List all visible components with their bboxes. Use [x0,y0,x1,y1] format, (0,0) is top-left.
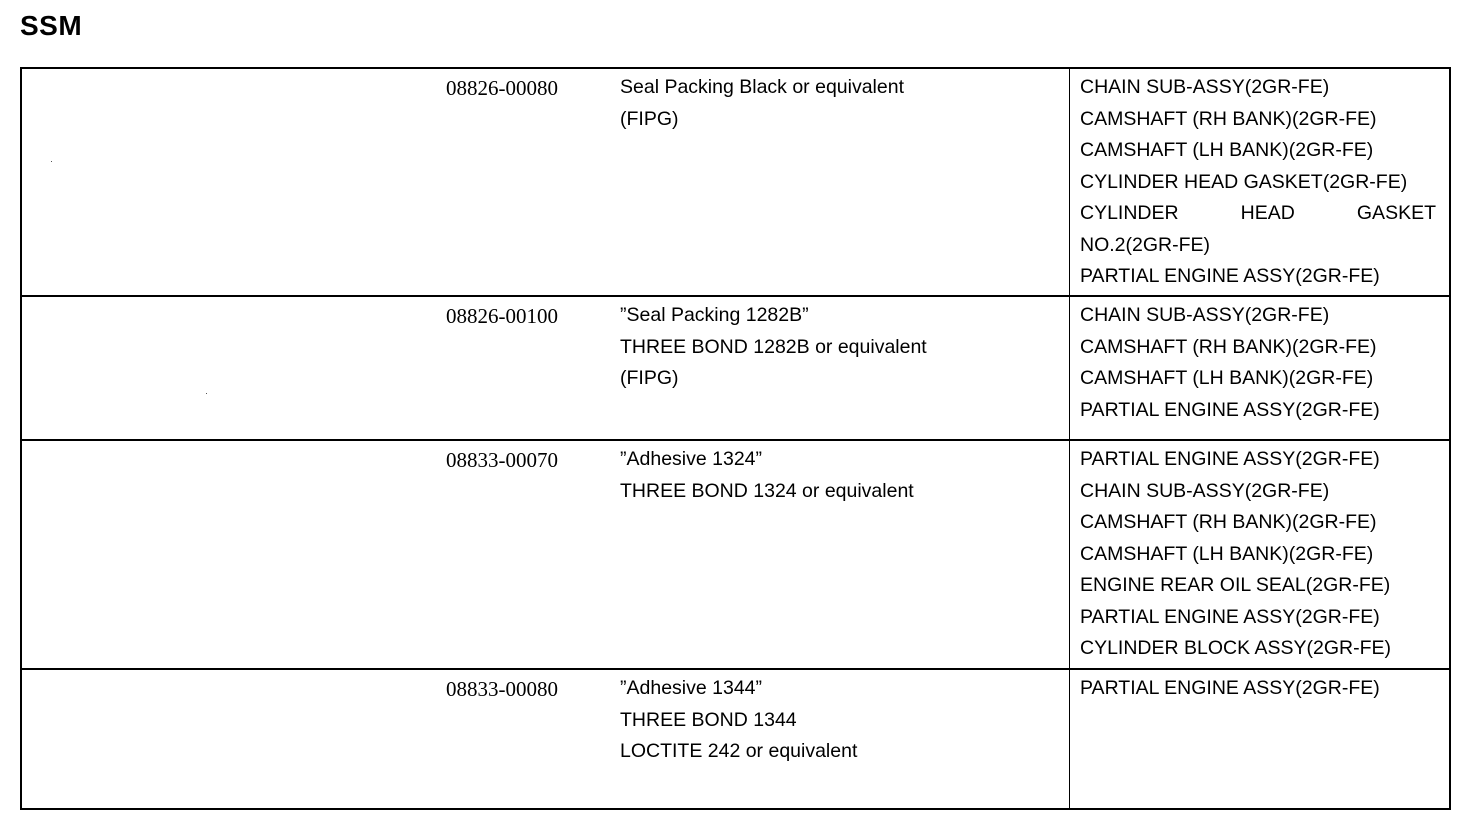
description-line: ”Seal Packing 1282B” [620,304,809,326]
usage-word: CYLINDER [1080,202,1179,224]
usage-item: PARTIAL ENGINE ASSY(2GR-FE) [1080,677,1380,699]
part-number: 08826-00100 [446,304,558,328]
usage-item: CHAIN SUB-ASSY(2GR-FE) [1080,304,1330,326]
description-line: (FIPG) [620,367,679,389]
usage-list [1080,444,1436,665]
usage-item: CYLINDER HEAD GASKET(2GR-FE) [1080,170,1408,193]
usage-item: CAMSHAFT (LH BANK)(2GR-FE) [1080,139,1374,161]
ssm-table [20,67,1451,810]
usage-item: CAMSHAFT (RH BANK)(2GR-FE) [1080,335,1377,358]
usage-item: NO.2(2GR-FE) [1080,233,1211,256]
usage-item: CAMSHAFT (LH BANK)(2GR-FE) [1080,542,1374,565]
usage-list [1080,300,1436,426]
usage-item: CAMSHAFT (LH BANK)(2GR-FE) [1080,367,1374,389]
usage-item: CYLINDER BLOCK ASSY(2GR-FE) [1080,637,1391,659]
usage-item: CAMSHAFT (RH BANK)(2GR-FE) [1080,107,1377,130]
description-line: THREE BOND 1282B or equivalent [620,335,927,358]
description [620,673,857,768]
stray-dot [51,161,52,162]
description-line: THREE BOND 1324 or equivalent [620,479,914,502]
table-row [22,295,1449,439]
description-line: (FIPG) [620,107,679,130]
table-row [22,668,1449,808]
description [620,72,904,135]
table-row [22,69,1449,295]
usage-list [1080,72,1436,293]
description [620,300,927,395]
part-number: 08833-00070 [446,448,558,472]
description-line: ”Adhesive 1344” [620,677,763,699]
stray-dot [206,393,207,394]
usage-item: PARTIAL ENGINE ASSY(2GR-FE) [1080,605,1380,628]
usage-list [1080,673,1436,705]
usage-item: CHAIN SUB-ASSY(2GR-FE) [1080,479,1330,502]
usage-word: GASKET [1356,202,1436,224]
description-line: Seal Packing Black or equivalent [620,76,904,98]
usage-item: ENGINE REAR OIL SEAL(2GR-FE) [1080,574,1391,596]
description [620,444,914,507]
usage-item: PARTIAL ENGINE ASSY(2GR-FE) [1080,448,1380,470]
description-line: THREE BOND 1344 [620,708,797,731]
part-number: 08826-00080 [446,76,558,100]
description-line: LOCTITE 242 or equivalent [620,740,858,762]
description-line: ”Adhesive 1324” [620,448,763,470]
usage-item: PARTIAL ENGINE ASSY(2GR-FE) [1080,265,1380,287]
usage-item [1080,198,1436,230]
usage-word: HEAD [1240,202,1295,224]
page-title: SSM [20,10,83,41]
usage-item: CHAIN SUB-ASSY(2GR-FE) [1080,76,1330,98]
usage-item: CAMSHAFT (RH BANK)(2GR-FE) [1080,511,1377,533]
part-number: 08833-00080 [446,677,558,701]
usage-item: PARTIAL ENGINE ASSY(2GR-FE) [1080,398,1380,421]
table-row [22,439,1449,668]
